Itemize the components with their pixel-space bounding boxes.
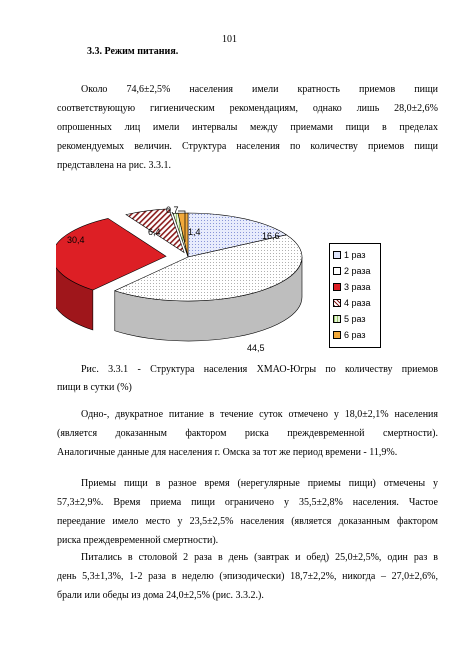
legend-swatch	[333, 299, 341, 307]
legend-item	[333, 248, 366, 262]
text-line: брали или обеды из дома 24,0±2,5% (рис. 3.3.2.).	[57, 590, 264, 601]
text-line: представлена на рис. 3.3.1.	[57, 160, 172, 171]
pie-value-label: 30,4	[67, 235, 85, 245]
text-line: Питались в столовой 2 раза в день (завтрак и обед) 25,0±2,5%, один раз в	[81, 552, 438, 563]
text-line: Одно-, двукратное питание в течение суток отмечено у 18,0±2,1% населения	[81, 409, 438, 420]
pie-top-layer	[56, 209, 302, 301]
caption-line: Рис. 3.3.1 - Структура населения ХМАО-Югры по количеству приемов	[81, 364, 438, 375]
legend-item	[333, 280, 371, 294]
legend-item	[333, 264, 371, 278]
text-line: Около 74,6±2,5% населения имели кратность приемов пищи	[81, 84, 438, 95]
text-line: рекомендуемых величин. Структура населения по количеству приемов пищи	[57, 141, 438, 152]
text-line: день 5,3±1,3%, 1-2 раза в неделю (эпизодически) 18,7±2,2%, никогда – 27,0±2,6%,	[57, 571, 438, 582]
text-line: опрошенных лиц имели интервалы между приемами пищи в пределах	[57, 122, 438, 133]
pie-value-label: 16,6	[262, 231, 280, 241]
text-line: риска преждевременной смертности).	[57, 535, 219, 546]
legend-swatch	[333, 315, 341, 323]
legend-swatch	[333, 283, 341, 291]
legend-swatch	[333, 267, 341, 275]
legend-item	[333, 328, 366, 342]
paragraph-meal-timing	[57, 474, 438, 550]
figure-caption	[57, 361, 438, 397]
legend-label: 2 раза	[344, 266, 371, 276]
text-line: (является доказанным фактором риска преждевременной смертности).	[57, 428, 438, 439]
legend-swatch	[333, 251, 341, 259]
legend-label: 4 раза	[344, 298, 371, 308]
legend-swatch	[333, 331, 341, 339]
text-line: переедание имело место у 23,5±2,5% населения (является доказанным фактором	[57, 516, 438, 527]
page-number: 101	[222, 34, 237, 45]
text-line: Приемы пищи в разное время (нерегулярные приемы пищи) отмечены у	[81, 478, 438, 489]
pie-value-label: 1,4	[188, 227, 201, 237]
legend-label: 3 раза	[344, 282, 371, 292]
paragraph-canteen	[57, 548, 438, 605]
legend-item	[333, 312, 366, 326]
text-line: 57,3±2,9%. Время приема пищи ограничено у 35,5±2,8% населения. Частое	[57, 497, 438, 508]
text-line: Аналогичные данные для населения г. Омска за тот же период времени - 11,9%.	[57, 447, 398, 458]
paragraph-meal-frequency	[57, 405, 438, 462]
legend-label: 6 раз	[344, 330, 366, 340]
legend-label: 5 раз	[344, 314, 366, 324]
pie-value-label: 0,7	[166, 205, 179, 215]
chart-legend	[329, 243, 381, 348]
caption-line: пищи в сутки (%)	[57, 382, 132, 393]
legend-item	[333, 296, 371, 310]
legend-label: 1 раз	[344, 250, 366, 260]
text-line: соответствующую гигиеническим рекомендациям, однако лишь 28,0±2,6%	[57, 103, 438, 114]
paragraph-intro	[57, 80, 438, 175]
pie-value-label: 44,5	[247, 343, 265, 353]
pie-value-label: 6,4	[148, 227, 161, 237]
section-heading: 3.3. Режим питания.	[87, 46, 179, 57]
